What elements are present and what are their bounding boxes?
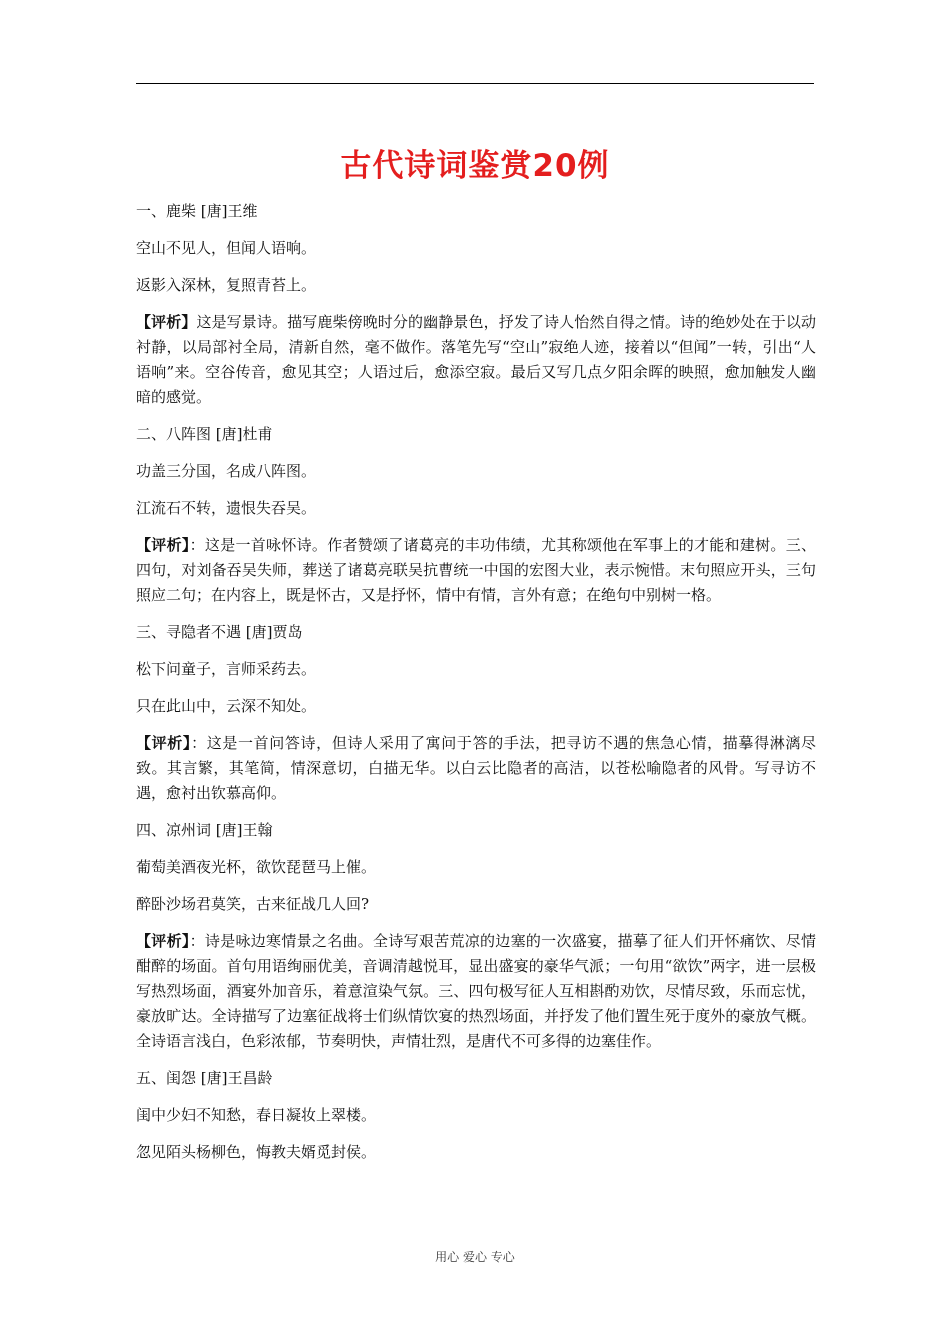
poem-line: 空山不见人，但闻人语响。 bbox=[136, 239, 317, 257]
poem-line: 忽见陌头杨柳色，悔教夫婿觅封侯。 bbox=[136, 1143, 377, 1161]
review-text: ：这是一首咏怀诗。作者赞颂了诸葛亮的丰功伟绩，尤其称颂他在军事上的才能和建树。三、四句，对刘备吞吴失师，葬送了诸葛亮联吴抗曹统一中国的宏图大业，表示惋惜。末句照应开头，三句照应二句；在内容上，既是怀古，又是抒怀，情中有情，言外有意；在绝句中别树一格。 bbox=[136, 536, 816, 604]
poem-line: 返影入深林，复照青苔上。 bbox=[136, 276, 317, 294]
review-tag: 【评析】 bbox=[136, 734, 192, 752]
poem-line: 葡萄美酒夜光杯，欲饮琵琶马上催。 bbox=[136, 858, 377, 876]
review-text: ：这是一首问答诗，但诗人采用了寓问于答的手法，把寻访不遇的焦急心情，描摹得淋漓尽致。其言繁，其笔简，情深意切，白描无华。以白云比隐者的高洁，以苍松喻隐者的风骨。写寻访不遇，愈衬出钦慕高仰。 bbox=[136, 734, 816, 802]
poem-review bbox=[136, 731, 816, 806]
poem-line: 松下问童子，言师采药去。 bbox=[136, 660, 317, 678]
header-rule bbox=[136, 83, 814, 84]
document-title: 古代诗词鉴赏20例 bbox=[340, 148, 610, 184]
poem-line: 醉卧沙场君莫笑，古来征战几人回? bbox=[136, 895, 370, 913]
poem-heading: 一、鹿柴 [唐]王维 bbox=[136, 202, 258, 220]
poem-heading: 五、闺怨 [唐]王昌龄 bbox=[136, 1069, 273, 1087]
review-text: ：诗是咏边寒情景之名曲。全诗写艰苦荒凉的边塞的一次盛宴，描摹了征人们开怀痛饮、尽情酣醉的场面。首句用语绚丽优美，音调清越悦耳，显出盛宴的豪华气派；一句用“欲饮”两字，进一层极写热烈场面，酒宴外加音乐，着意渲染气氛。三、四句极写征人互相斟酌劝饮，尽情尽致，乐而忘忧，豪放旷达。全诗描写了边塞征战将士们纵情饮宴的热烈场面，并抒发了他们置生死于度外的豪放气概。全诗语言浅白，色彩浓郁，节奏明快，声情壮烈，是唐代不可多得的边塞佳作。 bbox=[136, 932, 816, 1050]
poem-line: 闺中少妇不知愁，春日凝妆上翠楼。 bbox=[136, 1106, 377, 1124]
poem-line: 功盖三分国，名成八阵图。 bbox=[136, 462, 317, 480]
poem-line: 只在此山中，云深不知处。 bbox=[136, 697, 317, 715]
review-tag: 【评析】 bbox=[136, 313, 197, 331]
review-tag: 【评析】 bbox=[136, 536, 190, 554]
poem-heading: 四、凉州词 [唐]王翰 bbox=[136, 821, 273, 839]
poem-heading: 二、八阵图 [唐]杜甫 bbox=[136, 425, 273, 443]
review-tag: 【评析】 bbox=[136, 932, 190, 950]
poem-review bbox=[136, 310, 816, 410]
review-text: 这是写景诗。描写鹿柴傍晚时分的幽静景色，抒发了诗人怡然自得之情。诗的绝妙处在于以动衬静，以局部衬全局，清新自然，毫不做作。落笔先写“空山”寂绝人迹，接着以“但闻”一转，引出“人语响”来。空谷传音，愈见其空；人语过后，愈添空寂。最后又写几点夕阳余晖的映照，愈加触发人幽暗的感觉。 bbox=[136, 313, 816, 406]
poem-review bbox=[136, 533, 816, 608]
poem-line: 江流石不转，遗恨失吞吴。 bbox=[136, 499, 317, 517]
document-body bbox=[136, 199, 816, 1177]
page-footer: 用心 爱心 专心 bbox=[435, 1250, 515, 1264]
poem-review bbox=[136, 929, 816, 1054]
poem-heading: 三、寻隐者不遇 [唐]贾岛 bbox=[136, 623, 303, 641]
